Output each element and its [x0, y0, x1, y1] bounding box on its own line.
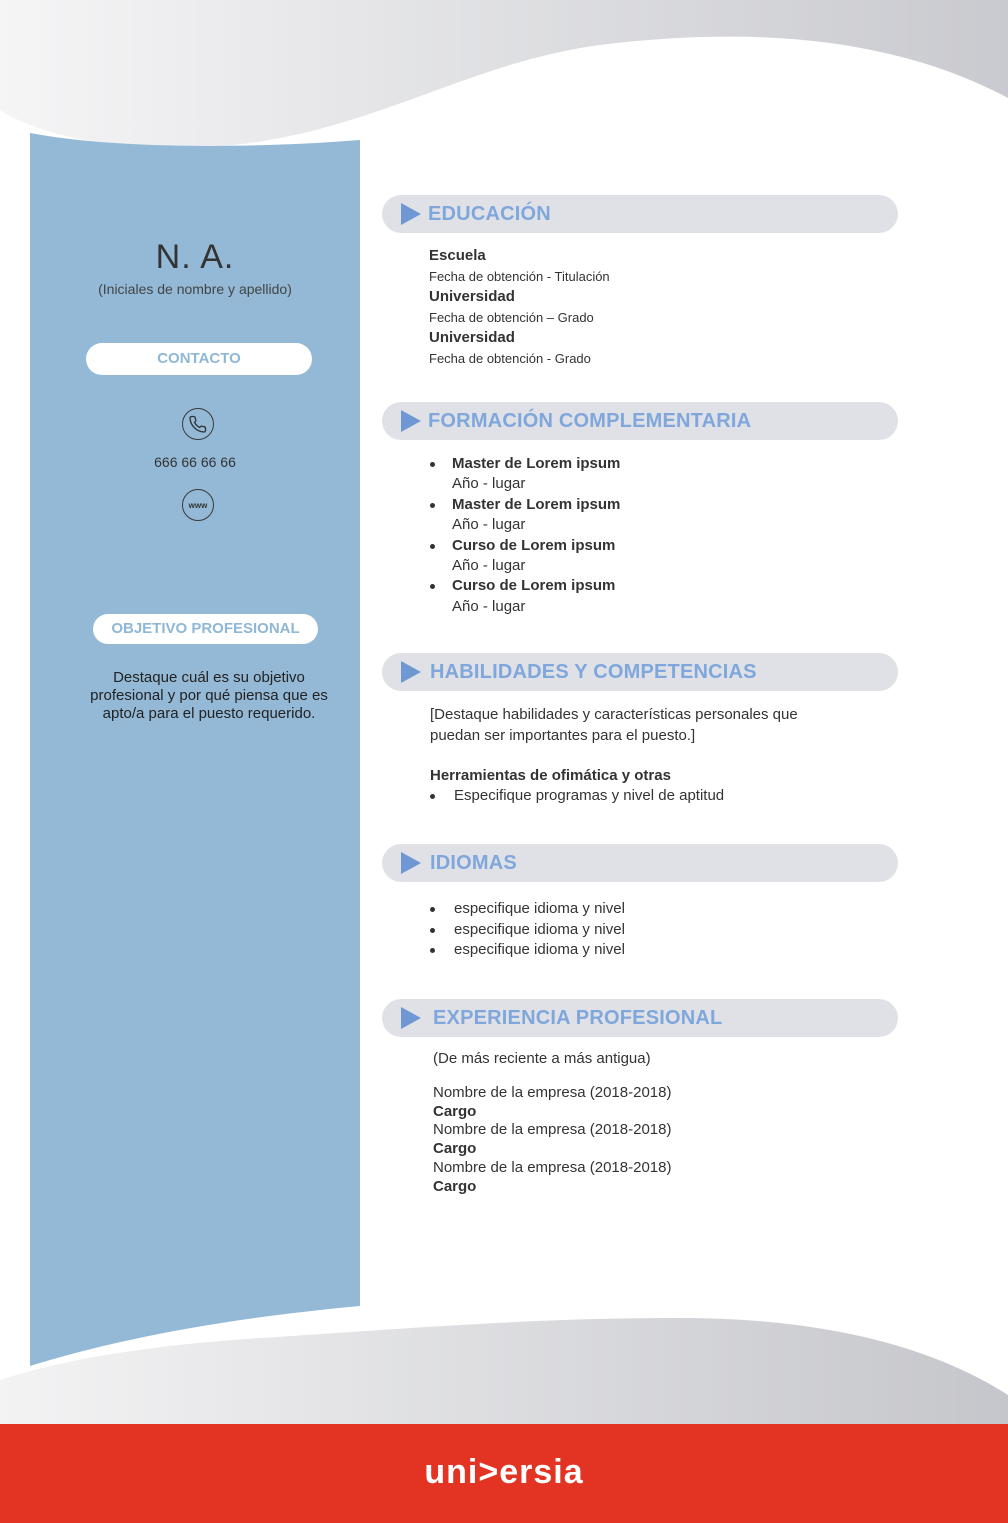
list-item: especifique idioma y nivel: [430, 920, 870, 941]
list-item: [430, 536, 870, 577]
initials-hint: (Iniciales de nombre y apellido): [98, 281, 292, 297]
education-title: EDUCACIÓN: [428, 203, 551, 225]
skills-description-line: [Destaque habilidades y características personales que: [430, 706, 798, 723]
objective-label: OBJETIVO PROFESIONAL: [93, 614, 318, 644]
list-item: [430, 495, 870, 536]
languages-header: [382, 844, 898, 882]
phone-icon: [182, 408, 214, 440]
experience-title: EXPERIENCIA PROFESIONAL: [433, 1007, 723, 1029]
training-item-name: Master de Lorem ipsum: [452, 495, 621, 513]
list-item: especifique idioma y nivel: [430, 940, 870, 961]
training-item-detail: Año - lugar: [452, 597, 526, 615]
triangle-icon: [401, 1007, 421, 1029]
skills-header: [382, 653, 898, 691]
contact-label: CONTACTO: [86, 343, 312, 375]
experience-role: Cargo: [433, 1140, 477, 1158]
list-item: especifique idioma y nivel: [430, 899, 870, 920]
education-item-date: Fecha de obtención - Titulación: [429, 269, 610, 284]
list-item: [430, 454, 870, 495]
tools-list: [430, 786, 870, 807]
training-item-name: Curso de Lorem ipsum: [452, 577, 616, 595]
training-header: [382, 402, 898, 440]
training-item-detail: Año - lugar: [452, 475, 526, 493]
footer-bar: [0, 1424, 1008, 1523]
experience-company: Nombre de la empresa (2018-2018): [433, 1158, 672, 1176]
education-list: [429, 246, 610, 369]
education-header: [382, 195, 898, 233]
experience-company: Nombre de la empresa (2018-2018): [433, 1084, 672, 1101]
languages-list: [430, 899, 870, 961]
experience-header: [382, 999, 898, 1037]
training-list: [430, 454, 870, 617]
tools-title: Herramientas de ofimática y otras: [430, 767, 671, 784]
list-item: [430, 576, 870, 617]
triangle-icon: [401, 852, 421, 874]
education-item-name: Universidad: [429, 288, 515, 305]
languages-title: IDIOMAS: [430, 852, 517, 874]
experience-company: Nombre de la empresa (2018-2018): [433, 1121, 672, 1139]
experience-list: [433, 1084, 671, 1196]
triangle-icon: [401, 203, 421, 225]
skills-description: [430, 705, 880, 746]
education-item-date: Fecha de obtención – Grado: [429, 310, 594, 325]
training-item-detail: Año - lugar: [452, 516, 526, 534]
experience-role: Cargo: [433, 1102, 477, 1120]
web-icon: www: [182, 489, 214, 521]
education-item-date: Fecha de obtención - Grado: [429, 351, 591, 366]
triangle-icon: [401, 410, 421, 432]
skills-title: HABILIDADES Y COMPETENCIAS: [430, 661, 757, 683]
triangle-icon: [401, 661, 421, 683]
training-title: FORMACIÓN COMPLEMENTARIA: [428, 410, 752, 432]
skills-description-line: puedan ser importantes para el puesto.]: [430, 726, 696, 744]
training-item-detail: Año - lugar: [452, 557, 526, 575]
phone-number: 666 66 66 66: [154, 454, 236, 470]
initials: N. A.: [155, 238, 235, 276]
training-item-name: Master de Lorem ipsum: [452, 455, 621, 472]
training-item-name: Curso de Lorem ipsum: [452, 536, 616, 554]
universia-logo: uni>ersia: [424, 1453, 584, 1491]
experience-role: Cargo: [433, 1177, 477, 1195]
list-item: Especifique programas y nivel de aptitud: [430, 786, 870, 807]
objective-text: Destaque cuál es su objetivo profesional y por qué piensa que es apto/a para el puesto requerido.: [90, 669, 328, 722]
education-item-name: Escuela: [429, 247, 486, 264]
education-item-name: Universidad: [429, 329, 515, 346]
experience-note: (De más reciente a más antigua): [433, 1050, 651, 1067]
